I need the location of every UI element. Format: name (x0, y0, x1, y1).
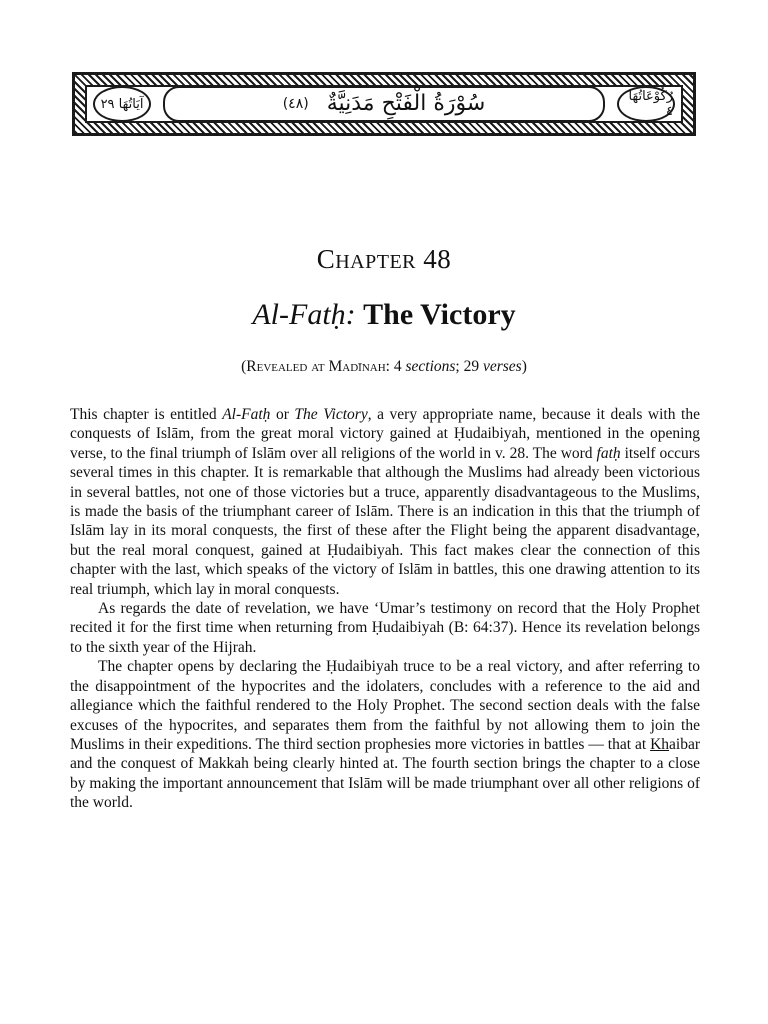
chapter-introduction (70, 405, 700, 813)
intro-paragraph-1 (70, 405, 700, 599)
title-transliteration: Al-Fatḥ: (252, 298, 356, 331)
verses-count-medallion (93, 86, 151, 122)
surah-name-panel (163, 86, 605, 122)
chapter-title (0, 298, 768, 332)
p3-underlined: Kh (650, 735, 670, 753)
sections-count-text: رُكُوْعَاتُهَا ٤ (628, 89, 673, 119)
surah-header-banner (72, 72, 696, 136)
p1-text-3: , a very appropriate name, because it deals with the conquests of Islām, from the great moral victory gained at Ḥudaibiyah, mentioned in the opening verse, to the final triumph of Islām over all religions of the world in v. 28. The word (70, 406, 700, 462)
p1-italic-word: fatḥ (596, 444, 621, 462)
p1-text-1: This chapter is entitled (70, 406, 223, 423)
revealed-verses-count: ; 29 (455, 358, 483, 375)
intro-paragraph-3 (70, 657, 700, 812)
revealed-open-paren: ( (241, 358, 247, 375)
revealed-sections-word: sections (405, 358, 456, 375)
verses-count-text: آيَاتُهَا ٢٩ (100, 96, 144, 112)
revealed-verses-word: verses (482, 358, 522, 375)
p1-italic-name: Al-Fatḥ (222, 406, 271, 423)
surah-name-arabic: سُوْرَةُ الْفَتْحِ مَدَنِيَّةٌ (326, 91, 486, 116)
p1-italic-english: The Victory (294, 406, 368, 423)
p1-text-4: itself occurs several times in this chapter. It is remarkable that although the Muslims had already been victorious in several battles, not one of those victories but a truce, apparently disadvantageous to the Muslims, is made the basis of the triumphant career of Islām. There is an indication in this that the triumph of Islām lay in its moral conquests, the first of these after the Flight being the apparent disadvantage, but the real moral conquest, gained at Ḥudaibiyah. This fact makes clear the connection of this chapter with the last, which speaks of the victory of Islām in battles, this one drawing attention to its real triumph, which lay in moral conquests. (70, 444, 700, 598)
chapter-number: 48 (423, 244, 452, 274)
surah-number-arabic: (٤٨) (282, 96, 309, 112)
revealed-close-paren: ) (521, 358, 527, 375)
surah-header-frame (85, 85, 683, 123)
title-english: The Victory (363, 298, 516, 331)
p1-text-2: or (270, 406, 295, 423)
p3-text-2: aibar and the conquest of Makkah being clearly hinted at. The fourth section brings the chapter to a close by making the important announcement that Islām will be made triumphant over all other religions of the world. (70, 735, 700, 812)
intro-paragraph-2: As regards the date of revelation, we have ‘Umar’s testimony on record that the Holy Prophet recited it for the first time when returning from Ḥudaibiyah (B: 64:37). Hence its revelation belongs to the sixth year of the Hijrah. (70, 600, 700, 656)
sections-count-medallion (617, 86, 675, 122)
chapter-word-rest: HAPTER (335, 251, 417, 273)
chapter-heading (0, 244, 768, 275)
revealed-sections-count: : 4 (385, 358, 406, 375)
p3-text-1: The chapter opens by declaring the Ḥudaibiyah truce to be a real victory, and after referring to the disappointment of the hypocrites and the idolaters, concludes with a reference to the aid and allegiance which the faithful rendered to the Holy Prophet. The second section deals with the false excuses of the hypocrites, and separates them from the faithful by not allowing them to join the Muslims in their expeditions. The third section prophesies more victories in battles — that at (70, 658, 700, 753)
revelation-info (0, 358, 768, 376)
revealed-label: Revealed at Madīnah (246, 358, 386, 375)
chapter-initial: C (316, 244, 336, 274)
